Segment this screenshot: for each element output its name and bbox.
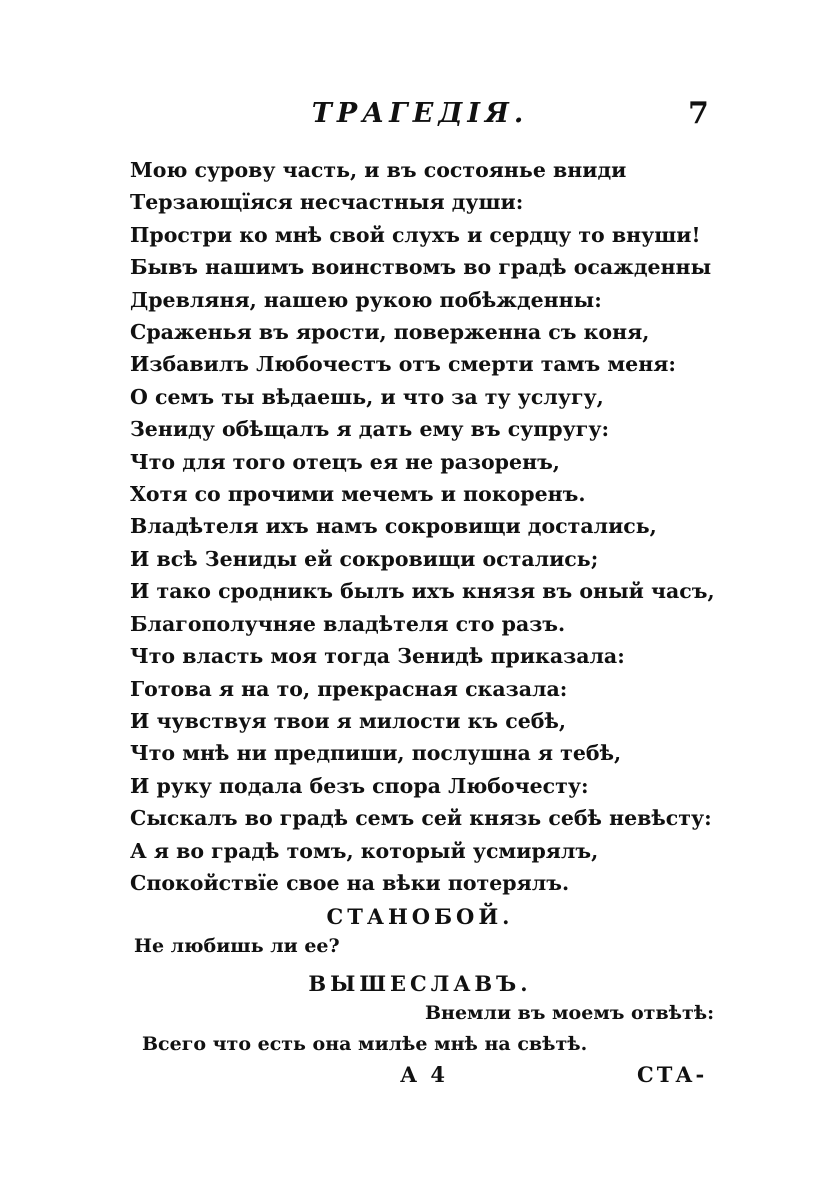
verse-line: Бывъ нашимъ воинствомъ во градѣ осажденны bbox=[130, 255, 712, 280]
speaker-name-vysheslav: ВЫШЕСЛАВЪ. bbox=[308, 971, 532, 996]
running-title: ТРАГЕДІЯ. bbox=[311, 98, 529, 129]
verse-line: Владѣтеля ихъ намъ сокровищи достались, bbox=[130, 514, 657, 539]
catchword: СТА- bbox=[637, 1062, 708, 1087]
dialogue-line-stanoboy: Не любишь ли ее? bbox=[134, 935, 340, 957]
verse-line: Простри ко мнѣ свой слухъ и сердцу то внуши! bbox=[130, 222, 701, 247]
verse-line: Зениду обѣщалъ я дать ему въ супругу: bbox=[130, 417, 610, 442]
verse-line: Что для того отецъ ея не разоренъ, bbox=[130, 449, 560, 474]
verse-line: Мою сурову часть, и въ состоянье вниди bbox=[130, 158, 627, 182]
verse-line: Древляня, нашею рукою побѣжденны: bbox=[130, 287, 602, 312]
verse-line: Что власть моя тогда Зенидѣ приказала: bbox=[130, 644, 625, 669]
verse-line: Готова я на то, прекрасная сказала: bbox=[130, 676, 568, 701]
dialogue-line-vysheslav-first: Внемли въ моемъ отвѣтѣ: bbox=[425, 1002, 715, 1024]
signature-mark: А 4 bbox=[400, 1062, 449, 1087]
verse-line: Сыскалъ во градѣ семъ сей князь себѣ невѣсту: bbox=[130, 806, 712, 831]
verse-line: Хотя со прочими мечемъ и покоренъ. bbox=[130, 482, 586, 507]
verse-line: Избавилъ Любочестъ отъ смерти тамъ меня: bbox=[130, 352, 676, 377]
verse-line: Сраженья въ ярости, поверженна съ коня, bbox=[130, 320, 650, 345]
verse-line: О семъ ты вѣдаешь, и что за ту услугу, bbox=[130, 384, 604, 409]
dialogue-line-vysheslav-second: Всего что есть она милѣе мнѣ на свѣтѣ. bbox=[142, 1033, 588, 1055]
verse-line: Спокойствїе свое на вѣки потерялъ. bbox=[130, 870, 570, 895]
speaker-name-stanoboy: СТАНОБОЙ. bbox=[326, 904, 514, 929]
verse-line: Что мнѣ ни предпиши, послушна я тебѣ, bbox=[130, 741, 622, 766]
page-number: 7 bbox=[688, 96, 709, 131]
verse-line: И всѣ Зениды ей сокровищи остались; bbox=[130, 546, 599, 571]
verse-block bbox=[130, 154, 730, 899]
verse-line: И тако сродникъ былъ ихъ князя въ оный часъ, bbox=[130, 579, 715, 604]
verse-line: И руку подала безъ спора Любочесту: bbox=[130, 773, 589, 798]
verse-line: А я во градѣ томъ, который усмирялъ, bbox=[130, 838, 599, 863]
verse-line: Благополучняе владѣтеля сто разъ. bbox=[130, 611, 566, 636]
verse-line: Терзающїяся несчастныя души: bbox=[130, 190, 524, 215]
verse-line: И чувствуя твои я милости къ себѣ, bbox=[130, 708, 567, 733]
